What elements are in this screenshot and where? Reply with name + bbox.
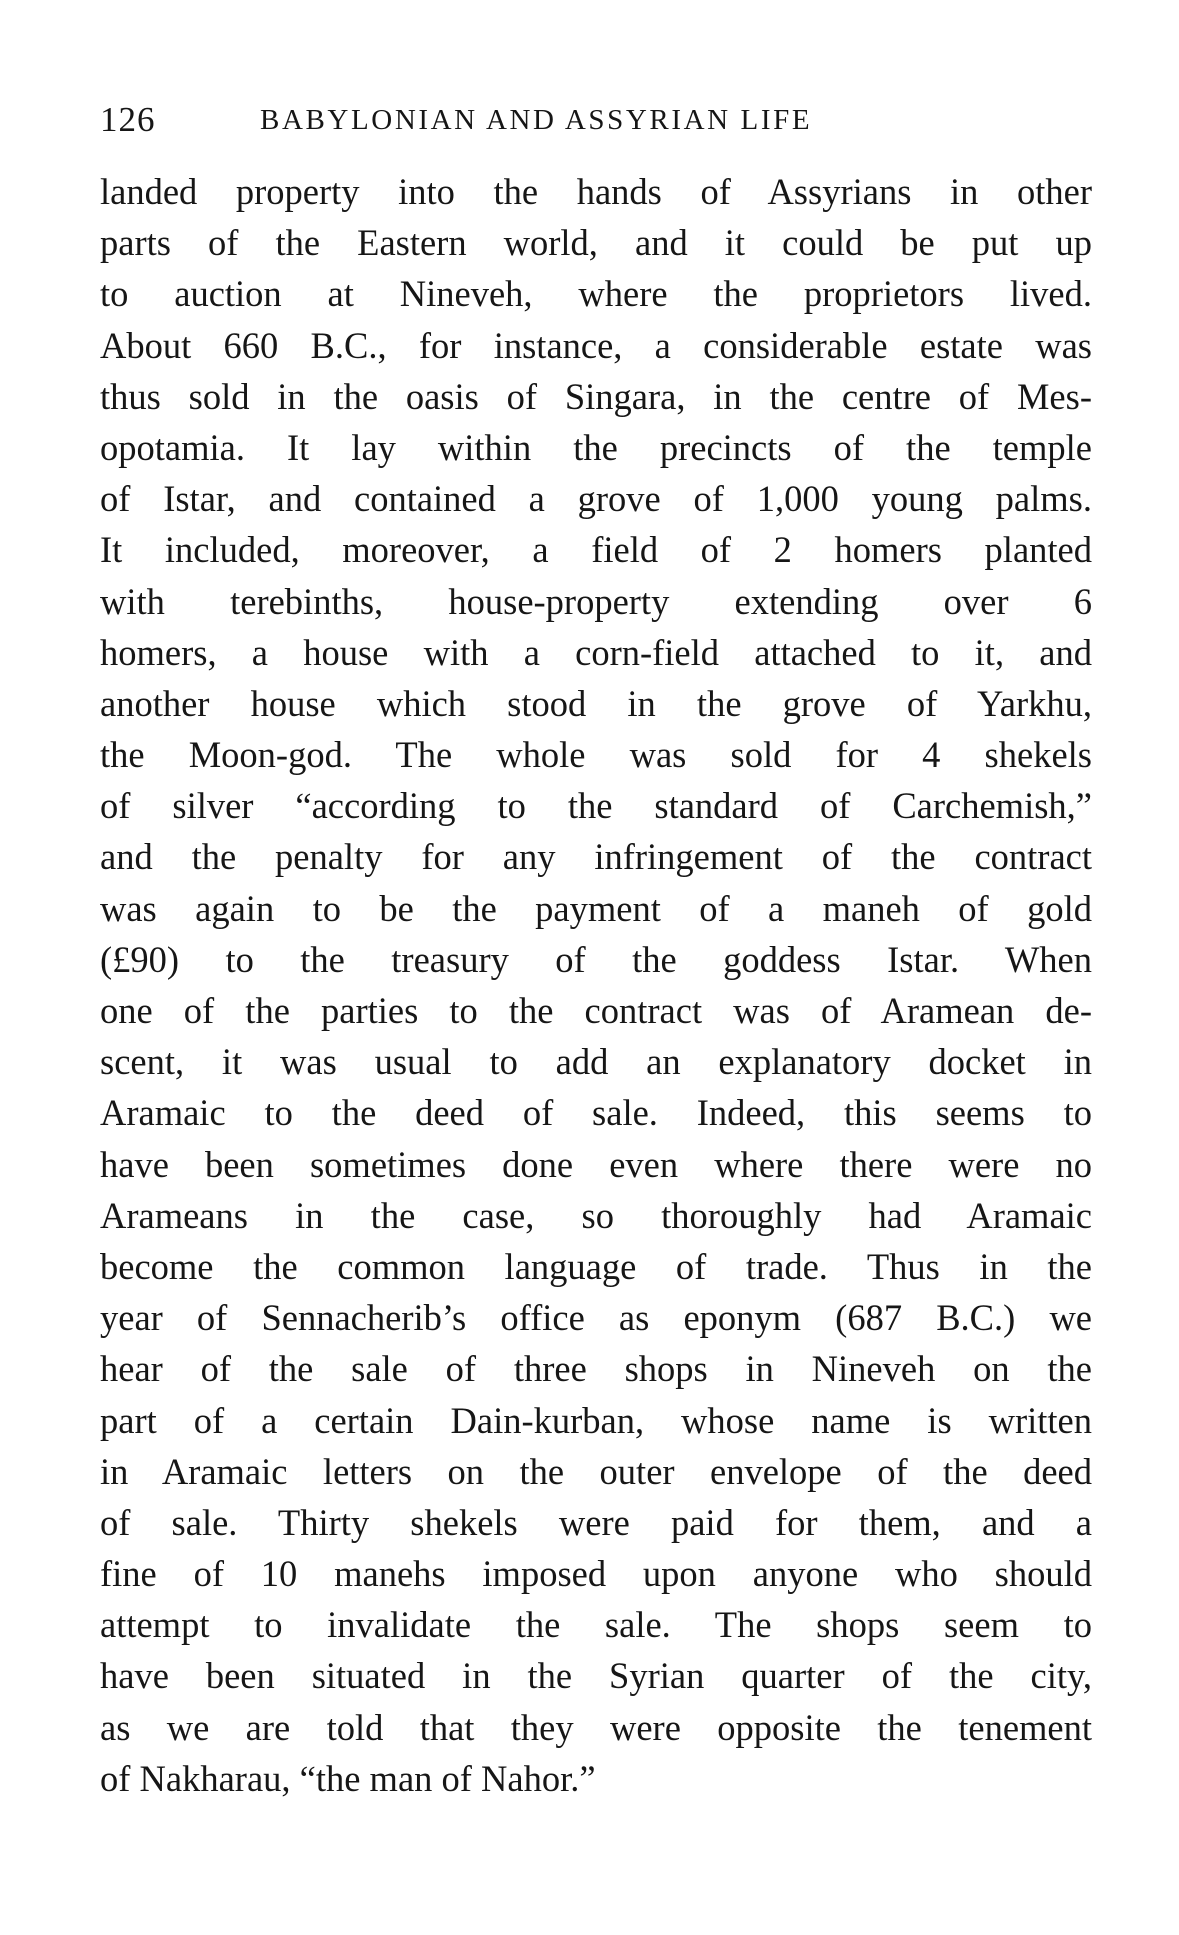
text-line: of sale. Thirty shekels were paid for them, and a [100, 1501, 1092, 1543]
book-page [100, 100, 1092, 1804]
text-line: as we are told that they were opposite the tenement [100, 1706, 1092, 1748]
page-number: 126 [100, 100, 156, 139]
running-head [100, 100, 1092, 146]
text-line: homers, a house with a corn-field attached to it, and [100, 631, 1092, 673]
text-line: have been situated in the Syrian quarter of the city, [100, 1655, 1092, 1697]
body-paragraph [100, 166, 1092, 1804]
text-line: Arameans in the case, so thoroughly had Aramaic [100, 1194, 1092, 1236]
text-line: thus sold in the oasis of Singara, in the centre of Mes- [100, 375, 1092, 417]
text-line: scent, it was usual to add an explanatory docket in [100, 1041, 1092, 1083]
text-line: About 660 B.C., for instance, a considerable estate was [100, 324, 1092, 366]
running-title: BABYLONIAN AND ASSYRIAN LIFE [260, 104, 813, 136]
text-line: year of Sennacherib’s office as eponym (687 B.C.) we [100, 1297, 1092, 1339]
text-line: It included, moreover, a field of 2 homers planted [100, 529, 1092, 571]
text-line: the Moon-god. The whole was sold for 4 shekels [100, 734, 1092, 776]
text-line: and the penalty for any infringement of the contract [100, 836, 1092, 878]
text-line: landed property into the hands of Assyrians in other [100, 171, 1092, 212]
text-line: of Nakharau, “the man of Nahor.” [100, 1757, 596, 1799]
text-line: fine of 10 manehs imposed upon anyone who should [100, 1553, 1092, 1595]
text-line: in Aramaic letters on the outer envelope of the deed [100, 1450, 1092, 1492]
text-line: parts of the Eastern world, and it could be put up [100, 222, 1092, 264]
text-line: attempt to invalidate the sale. The shops seem to [100, 1604, 1092, 1646]
text-line: Aramaic to the deed of sale. Indeed, this seems to [100, 1092, 1092, 1134]
text-line: of Istar, and contained a grove of 1,000 young palms. [100, 478, 1092, 520]
text-line: with terebinths, house-property extending over 6 [100, 580, 1092, 622]
text-line: another house which stood in the grove of Yarkhu, [100, 682, 1092, 724]
text-line: hear of the sale of three shops in Nineveh on the [100, 1348, 1092, 1390]
text-line: one of the parties to the contract was of Aramean de- [100, 990, 1092, 1031]
text-line: was again to be the payment of a maneh of gold [100, 887, 1092, 929]
text-line: become the common language of trade. Thus in the [100, 1245, 1092, 1287]
text-line: to auction at Nineveh, where the proprietors lived. [100, 273, 1092, 315]
text-line: part of a certain Dain-kurban, whose name is written [100, 1399, 1092, 1441]
text-line: of silver “according to the standard of Carchemish,” [100, 785, 1092, 827]
text-line: opotamia. It lay within the precincts of the temple [100, 426, 1092, 468]
text-line: have been sometimes done even where there were no [100, 1143, 1092, 1185]
text-line: (£90) to the treasury of the goddess Istar. When [100, 938, 1092, 980]
